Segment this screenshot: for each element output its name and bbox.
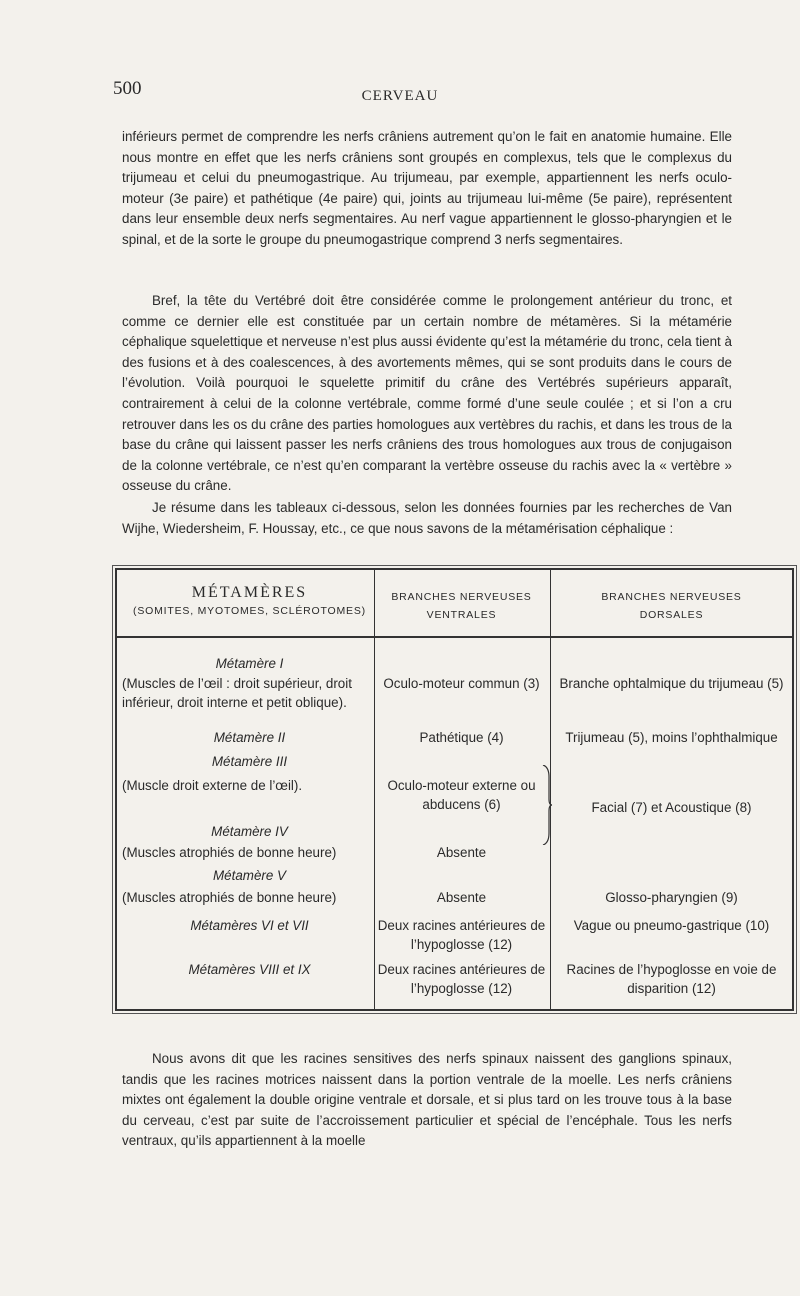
metamere-3-title: Métamère III	[211, 754, 288, 769]
metamere-4-title: Métamère IV	[211, 824, 288, 839]
metameres-8-9-title: Métamères VIII et IX	[188, 962, 311, 977]
metamere-2-title: Métamère II	[213, 730, 286, 745]
metamere-1-ventral: Oculo-moteur commun (3)	[383, 676, 540, 691]
metamere-1-title: Métamère I	[215, 656, 284, 671]
header-dorsal	[554, 588, 789, 624]
metamere-2-dorsal: Trijumeau (5), moins l’ophthalmique	[565, 730, 778, 745]
metamere-3-4-dorsal: Facial (7) et Acoustique (8)	[591, 800, 752, 815]
paragraph-1: inférieurs permet de comprendre les nerfs crâniens autrement qu’on le fait en anatomie humaine. Elle nous montre en effet que les nerfs crâniens sont groupés en complexus, tels que le complexus du trijumeau et celui du pneumogastrique. Au trijumeau, par exemple, appartiennent les nerfs oculo-moteur (3e paire) et pathétique (4e paire) qui, joints au trijumeau lui-même (5e paire), représentent dans leur ensemble deux nerfs segmentaires. Au nerf vague appartiennent le glosso-pharyngien et le spinal, et de la sorte le groupe du pneumogastrique comprend 3 nerfs segmentaires.	[122, 129, 732, 247]
page-number: 500	[113, 78, 142, 99]
metameres-8-9-ventral: Deux racines antérieures de l’hypoglosse (12)	[377, 962, 546, 996]
metamere-5-ventral: Absente	[436, 890, 487, 905]
metamere-5-dorsal: Glosso-pharyngien (9)	[605, 890, 738, 905]
running-head: CERVEAU	[361, 88, 439, 104]
metamere-2-ventral: Pathétique (4)	[419, 730, 504, 745]
metamere-3-ventral: Oculo-moteur externe ou abducens (6)	[387, 778, 536, 812]
header-metameres	[122, 584, 377, 620]
header-metameres-title: MÉTAMÈRES	[191, 584, 308, 601]
header-divider	[117, 636, 792, 638]
metamerism-table	[115, 568, 794, 1011]
metameres-8-9-dorsal: Racines de l’hypoglosse en voie de disparition (12)	[566, 962, 777, 996]
metamere-5-title: Métamère V	[213, 868, 286, 883]
metameres-6-7-ventral: Deux racines antérieures de l’hypoglosse (12)	[377, 918, 546, 952]
brace-icon	[542, 765, 552, 845]
paragraph-2: Bref, la tête du Vertébré doit être considérée comme le prolongement antérieur du tronc, et comme ce dernier elle est constituée par un certain nombre de métamères. Si la métamérie céphalique squelettique et nerveuse n’est plus aussi évidente qu’est la métamérie du tronc, cela tient à des fusions et à des coalescences, à des avortements mêmes, qui se sont produits dans le cours de l’évolution. Voilà pourquoi le squelette primitif du crâne des Vertébrés supérieurs apparaît, contrairement à celui de la colonne vertébrale, comme formé d’une seule coulée ; et si l’on a cru retrouver dans les os du crâne des parties homologues aux vertèbres du rachis, et dans les trous de la base du crâne qui laissent passer les nerfs crâniens des trous homologues aux trous de conjugaison de la colonne vertébrale, ce n’est qu’en comparant la vertèbre osseuse du rachis avec la « vertèbre » osseuse du crâne.	[122, 293, 732, 494]
metamere-4-desc: (Muscles atrophiés de bonne heure)	[122, 845, 337, 860]
paragraph-4: Nous avons dit que les racines sensitives des nerfs spinaux naissent des ganglions spinaux, tandis que les racines motrices naissent dans la portion ventrale de la moelle. Les nerfs crâniens mixtes ont également la double origine ventrale et dorsale, et si plus tard on les trouve tous à la base du cerveau, c’est par suite de l’accroissement particulier et spécial de l’encéphale. Tous les nerfs ventraux, qu’ils appartiennent à la moelle	[122, 1051, 732, 1149]
metamere-3-desc: (Muscle droit externe de l’œil).	[122, 778, 303, 793]
header-ventral-line2: VENTRALES	[426, 609, 497, 621]
metameres-6-7-dorsal: Vague ou pneumo-gastrique (10)	[573, 918, 770, 933]
metamere-1-desc: (Muscles de l’œil : droit supérieur, droit inférieur, droit interne et petit oblique).	[122, 676, 352, 710]
header-ventral-line1: BRANCHES NERVEUSES	[391, 591, 532, 603]
paragraph-3: Je résume dans les tableaux ci-dessous, selon les données fournies par les recherches de Van Wijhe, Wiedersheim, F. Houssay, etc., ce que nous savons de la métamérisation céphalique :	[122, 500, 732, 536]
metameres-6-7-title: Métamères VI et VII	[190, 918, 309, 933]
metamere-1-dorsal: Branche ophtalmique du trijumeau (5)	[559, 676, 784, 691]
header-dorsal-line1: BRANCHES NERVEUSES	[601, 591, 742, 603]
header-ventral	[374, 588, 549, 624]
metamere-5-desc: (Muscles atrophiés de bonne heure)	[122, 890, 337, 905]
header-metameres-sub: (SOMITES, MYOTOMES, SCLÉROTOMES)	[133, 605, 366, 617]
header-dorsal-line2: DORSALES	[639, 609, 704, 621]
metamere-4-ventral: Absente	[436, 845, 487, 860]
